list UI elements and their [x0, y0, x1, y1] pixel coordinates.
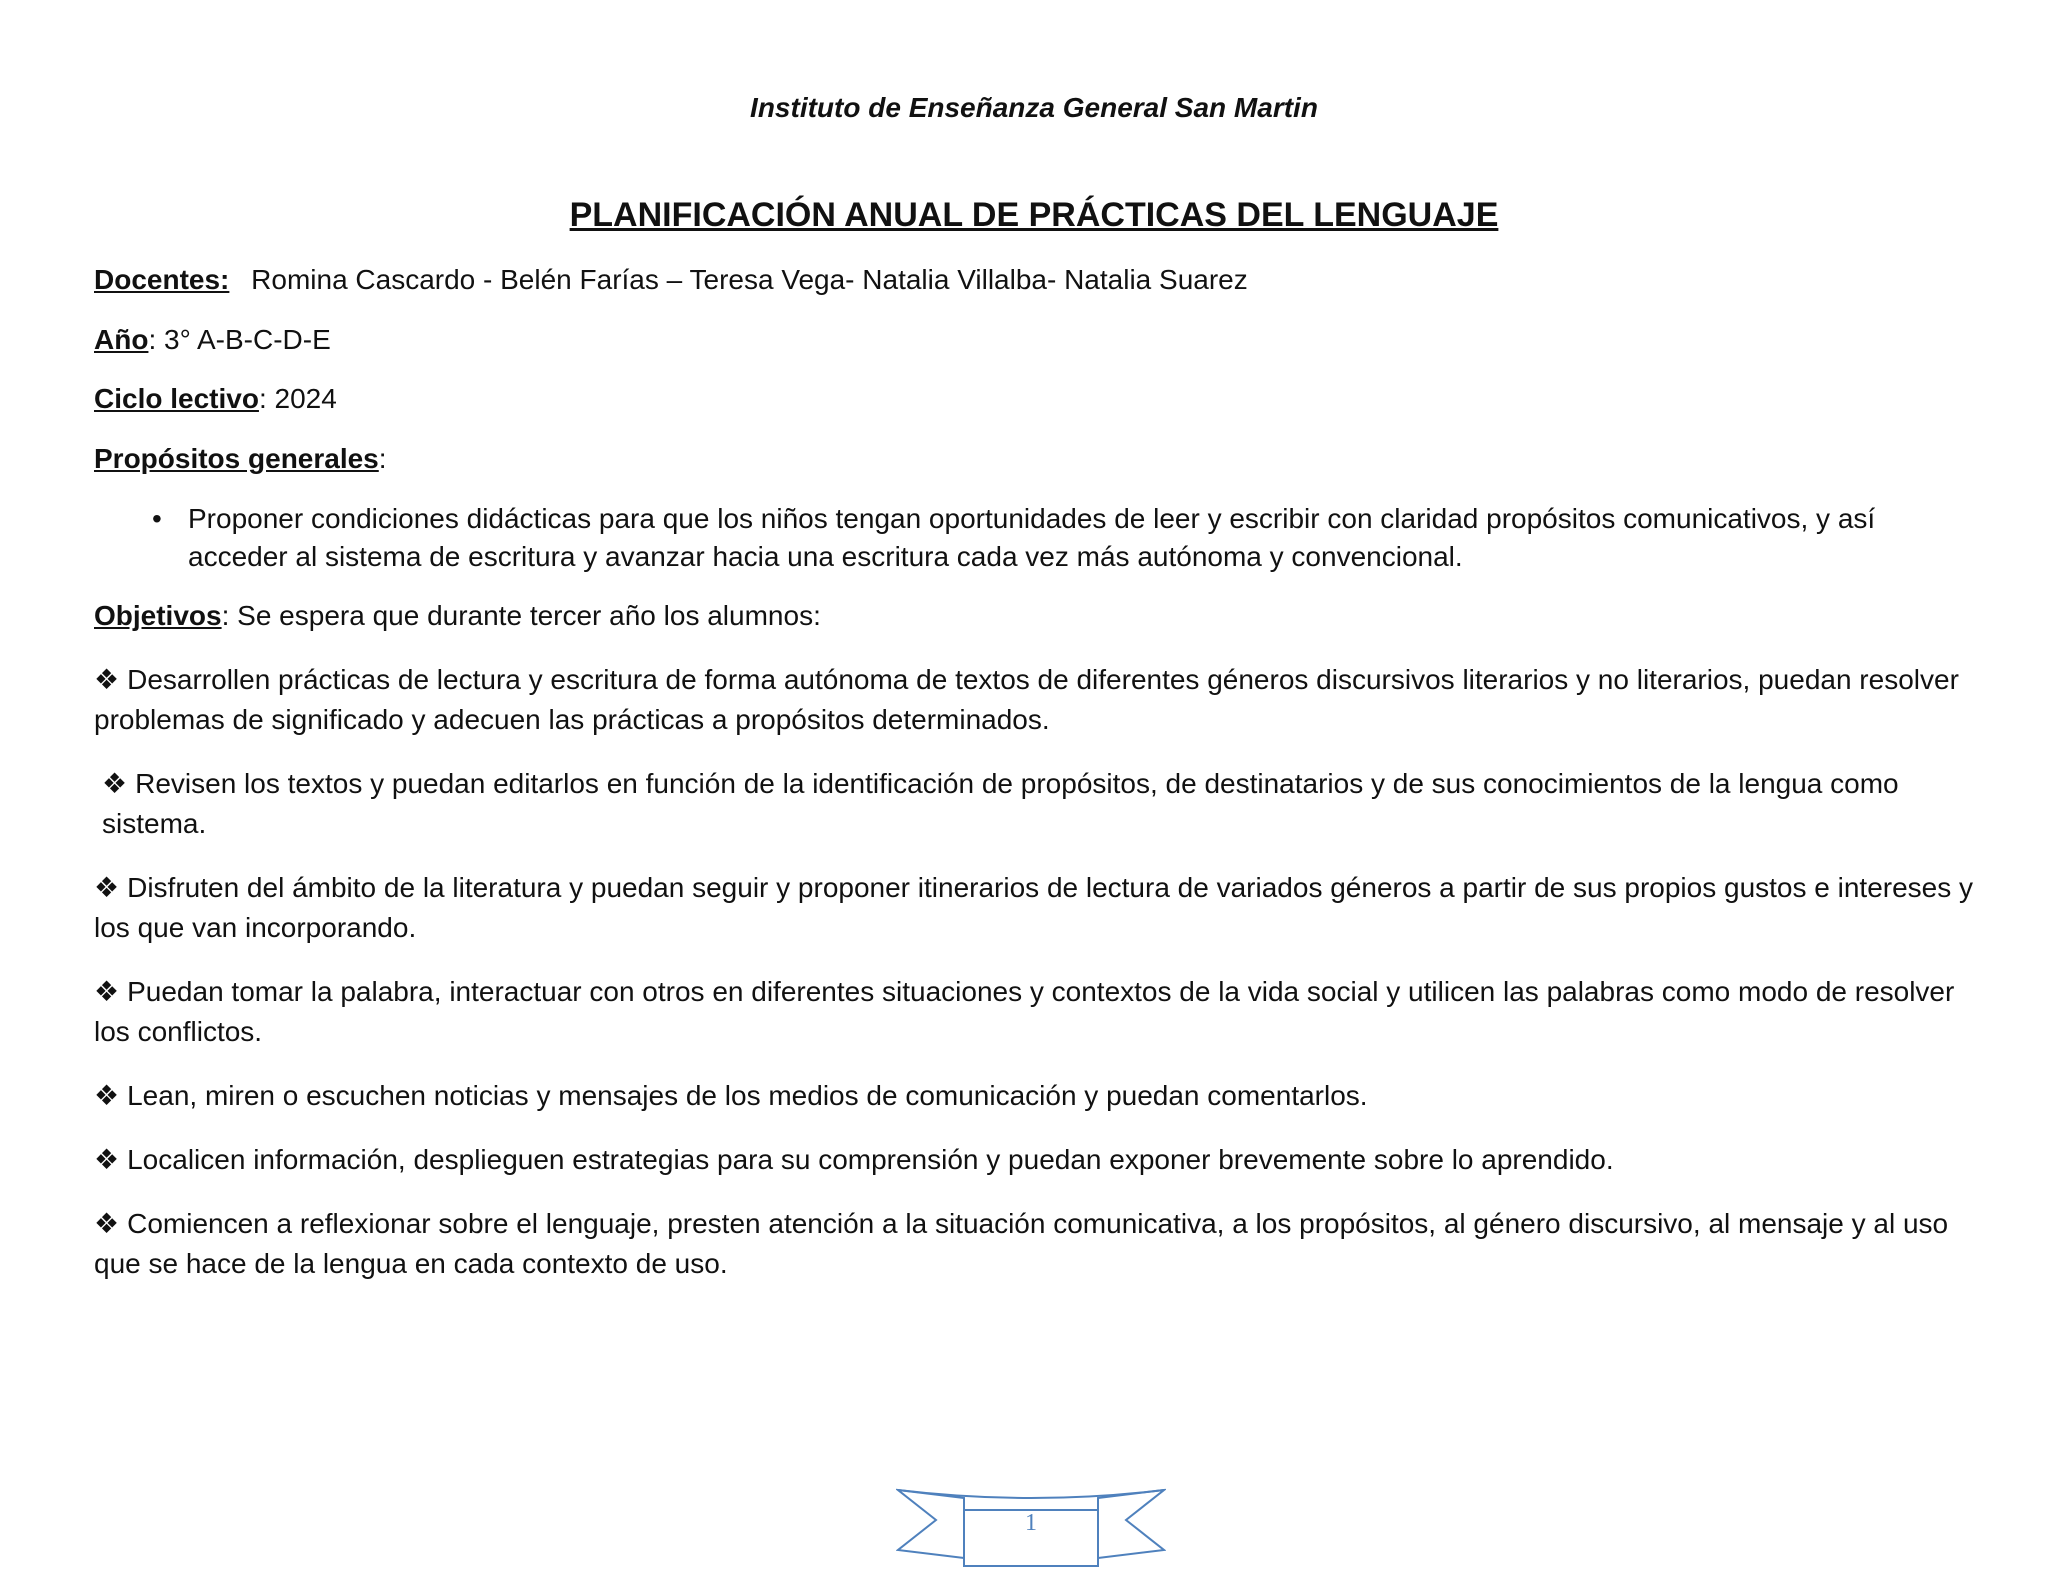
diamond-bullet-icon: ❖: [94, 1144, 120, 1175]
ciclo-value: : 2024: [258, 383, 337, 414]
proposito-text: Proponer condiciones didácticas para que los niños tengan oportunidades de leer y escribir con claridad propósitos comunicativos, y así acceder al sistema de escritura y avanzar hacia una escritura cada vez más autónoma y convencional.: [188, 503, 1876, 572]
page-number: 1: [1025, 1510, 1037, 1536]
list-item: [94, 972, 1974, 1052]
list-item: [94, 1140, 1974, 1180]
bullet-icon: •: [152, 503, 162, 534]
ano-value: : 3° A-B-C-D-E: [148, 324, 331, 355]
diamond-bullet-icon: ❖: [94, 1080, 120, 1111]
ano-label: Año: [94, 324, 149, 355]
objetivos-row: [94, 598, 821, 634]
document-title: PLANIFICACIÓN ANUAL DE PRÁCTICAS DEL LENGUAJE: [569, 196, 1499, 234]
objetivos-label: Objetivos: [94, 600, 222, 631]
propositos-list: [152, 500, 1948, 576]
ciclo-row: [94, 381, 337, 417]
ciclo-label: Ciclo lectivo: [94, 383, 259, 414]
objective-text: Puedan tomar la palabra, interactuar con otros en diferentes situaciones y contextos de la vida social y utilicen las palabras como modo de resolver los conflictos.: [94, 976, 1955, 1047]
ano-row: [94, 322, 331, 358]
diamond-bullet-icon: ❖: [102, 768, 128, 799]
diamond-bullet-icon: ❖: [94, 664, 120, 695]
objetivos-value: : Se espera que durante tercer año los alumnos:: [221, 600, 821, 631]
diamond-bullet-icon: ❖: [94, 872, 120, 903]
docentes-value: Romina Cascardo - Belén Farías – Teresa Vega- Natalia Villalba- Natalia Suarez: [251, 264, 1248, 295]
objective-text: Revisen los textos y puedan editarlos en función de la identificación de propósitos, de destinatarios y de sus conocimientos de la lengua como sistema.: [102, 768, 1899, 839]
objetivos-list: [94, 660, 1974, 1308]
propositos-colon: :: [378, 443, 387, 474]
objective-text: Comiencen a reflexionar sobre el lenguaje, presten atención a la situación comunicativa, a los propósitos, al género discursivo, al mensaje y al uso que se hace de la lengua en cada contexto de uso.: [94, 1208, 1949, 1279]
list-item: [94, 868, 1974, 948]
list-item: [152, 500, 1948, 576]
propositos-label: Propósitos generales: [94, 443, 379, 474]
list-item: [94, 660, 1974, 740]
propositos-row: [94, 441, 387, 477]
diamond-bullet-icon: ❖: [94, 976, 120, 1007]
objective-text: Lean, miren o escuchen noticias y mensajes de los medios de comunicación y puedan comentarlos.: [127, 1080, 1368, 1111]
institute-name: Instituto de Enseñanza General San Martin: [750, 92, 1318, 123]
docentes-row: [94, 262, 1248, 298]
diamond-bullet-icon: ❖: [94, 1208, 120, 1239]
objective-text: Desarrollen prácticas de lectura y escritura de forma autónoma de textos de diferentes géneros discursivos literarios y no literarios, puedan resolver problemas de significado y adecuen las prácticas a propósitos determinados.: [94, 664, 1959, 735]
page-number-banner: [896, 1488, 1166, 1568]
docentes-label: Docentes:: [94, 264, 230, 295]
list-item: [94, 764, 1974, 844]
list-item: [94, 1076, 1974, 1116]
objective-text: Localicen información, desplieguen estrategias para su comprensión y puedan exponer brevemente sobre lo aprendido.: [127, 1144, 1614, 1175]
objective-text: Disfruten del ámbito de la literatura y puedan seguir y proponer itinerarios de lectura de variados géneros a partir de sus propios gustos e intereses y los que van incorporando.: [94, 872, 1974, 943]
list-item: [94, 1204, 1974, 1284]
